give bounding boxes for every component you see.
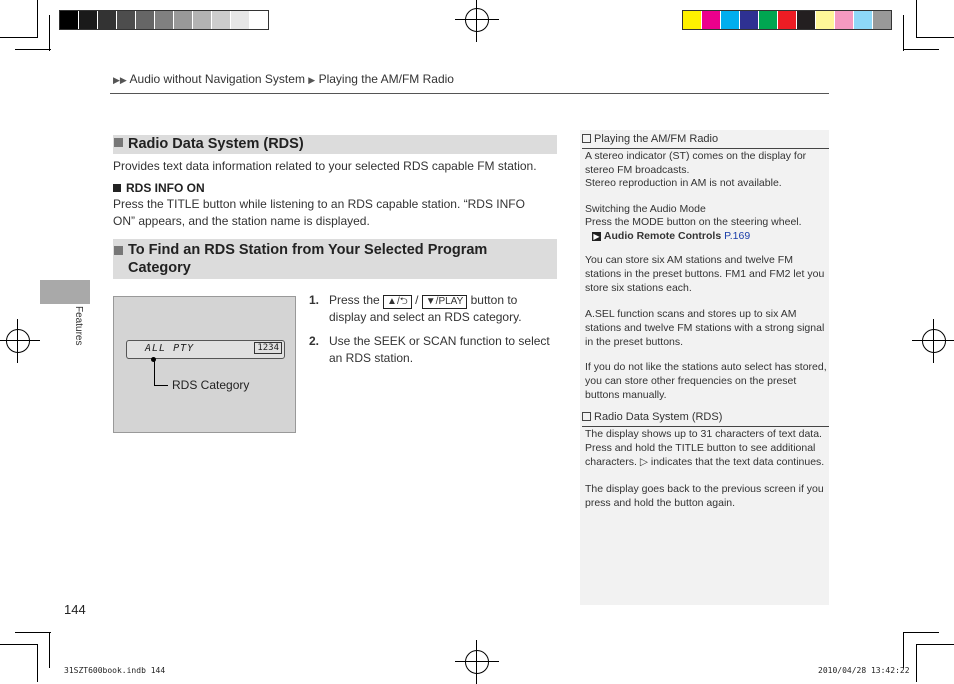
crop-mark <box>15 632 51 633</box>
note-heading-text: Playing the AM/FM Radio <box>594 133 719 145</box>
color-swatch <box>683 11 702 29</box>
color-swatch <box>854 11 873 29</box>
color-swatch <box>231 11 250 29</box>
color-swatch <box>778 11 797 29</box>
color-swatch <box>835 11 854 29</box>
color-swatch <box>155 11 174 29</box>
step-1 <box>309 292 559 309</box>
color-swatch <box>212 11 231 29</box>
footer-timestamp: 2010/04/28 13:42:22 <box>818 666 910 675</box>
cross-reference[interactable] <box>592 229 834 243</box>
subheading-rds-info <box>113 181 205 195</box>
crop-mark <box>903 632 904 668</box>
arrow-icon: ▶ <box>308 75 316 85</box>
color-swatch <box>797 11 816 29</box>
color-swatch <box>740 11 759 29</box>
square-bullet-icon <box>114 138 123 147</box>
step-text: Press the <box>329 293 380 307</box>
callout-label: RDS Category <box>172 378 250 392</box>
link-label: Audio Remote Controls <box>603 230 722 242</box>
crop-mark <box>916 0 917 38</box>
callout-line <box>154 360 155 386</box>
breadcrumb-part1: Audio without Navigation System <box>129 72 305 86</box>
step-number: 2. <box>309 334 320 348</box>
section-title-line2: Category <box>128 260 191 276</box>
crop-mark <box>0 644 38 645</box>
breadcrumb-part2: Playing the AM/FM Radio <box>318 72 454 86</box>
rds-info-text: Press the TITLE button while listening to an RDS capable station. “RDS INFO ON” appears, and the station name is displayed. <box>113 197 525 228</box>
rds-intro: Provides text data information related to your selected RDS capable FM station. <box>113 159 537 173</box>
note-icon <box>582 134 591 143</box>
color-swatch <box>721 11 740 29</box>
square-bullet-icon <box>114 246 123 255</box>
section-title: Radio Data System (RDS) <box>128 136 304 152</box>
subheading-text: RDS INFO ON <box>126 181 205 195</box>
crop-mark <box>37 0 38 38</box>
steps-list <box>309 292 559 367</box>
color-swatch <box>117 11 136 29</box>
crop-mark <box>37 644 38 682</box>
registration-mark <box>918 325 950 357</box>
square-bullet-icon <box>113 184 121 192</box>
page-number: 144 <box>64 602 86 617</box>
color-swatch <box>873 11 891 29</box>
note-p1: A stereo indicator (ST) comes on the display for stereo FM broadcasts. <box>585 150 807 176</box>
note-heading-rds <box>582 411 722 423</box>
step-1-line2: display and select an RDS category. <box>329 310 522 324</box>
color-swatch <box>250 11 268 29</box>
double-arrow-icon: ▶▶ <box>113 75 127 85</box>
audio-display <box>126 340 285 359</box>
section-heading-rds <box>113 135 557 154</box>
note-p3: Switching the Audio Mode <box>585 203 706 215</box>
note-text: indicates that the text data continues. <box>650 456 825 468</box>
chapter-tab <box>40 280 90 304</box>
link-page[interactable]: P.169 <box>724 230 751 242</box>
crop-mark <box>903 632 939 633</box>
footer-file: 31SZT600book.indb 144 <box>64 666 166 675</box>
registration-mark <box>461 4 493 36</box>
crop-mark <box>49 632 50 668</box>
registration-mark <box>461 646 493 678</box>
crop-mark <box>916 644 954 645</box>
crop-mark <box>903 15 904 51</box>
callout-line <box>154 385 168 386</box>
step-2-line2: an RDS station. <box>329 351 414 365</box>
registration-mark <box>2 325 34 357</box>
grayscale-bar <box>59 10 269 30</box>
step-separator: / <box>415 293 419 307</box>
note-p4: Press the MODE button on the steering wheel. <box>585 216 802 228</box>
note-q2: The display goes back to the previous screen if you press and hold the button again. <box>585 483 824 509</box>
step-text: button to <box>470 293 518 307</box>
note-p7: If you do not like the stations auto select has stored, you can store other frequencies on the preset buttons manually. <box>585 361 827 401</box>
note-heading-text: Radio Data System (RDS) <box>594 411 723 423</box>
chapter-label: Features <box>73 306 84 346</box>
header-divider <box>110 93 829 94</box>
color-swatch <box>98 11 117 29</box>
up-back-key: ▲/⮌ <box>383 295 412 309</box>
display-illustration <box>113 296 296 433</box>
crop-mark <box>903 49 939 50</box>
note-heading-am-fm <box>582 133 718 145</box>
down-play-key: ▼/PLAY <box>422 295 468 309</box>
note-p5: You can store six AM stations and twelve FM stations in the preset buttons. FM1 and FM2 let you store six stations each. <box>585 254 825 294</box>
step-number: 1. <box>309 293 320 307</box>
note-text: The display shows up to 31 characters of text data. Press and hold the TITLE button to see additional characters. <box>585 428 822 468</box>
color-swatch <box>79 11 98 29</box>
crop-mark <box>916 644 917 682</box>
breadcrumb <box>113 72 454 86</box>
note-p6: A.SEL function scans and stores up to six AM stations and twelve FM stations with a strong signal in the preset buttons. <box>585 308 825 348</box>
crop-mark <box>0 37 38 38</box>
crop-mark <box>49 15 50 51</box>
color-swatch <box>193 11 212 29</box>
color-swatch <box>759 11 778 29</box>
note-icon <box>582 412 591 421</box>
color-swatch <box>816 11 835 29</box>
step-2 <box>309 333 559 350</box>
continue-triangle-icon: ▷ <box>639 456 648 468</box>
color-swatch <box>702 11 721 29</box>
reference-arrow-icon: ▶ <box>593 231 600 241</box>
section-title-line1: To Find an RDS Station from Your Selected Program <box>128 242 488 258</box>
crop-mark <box>916 37 954 38</box>
section-heading-find <box>113 239 557 279</box>
sidebar-notes <box>580 130 829 605</box>
color-swatch <box>60 11 79 29</box>
step-text: Use the SEEK or SCAN function to select <box>329 334 550 348</box>
color-swatch <box>174 11 193 29</box>
crop-mark <box>15 49 51 50</box>
display-text: ALL PTY <box>145 343 195 354</box>
note-p2: Stereo reproduction in AM is not available. <box>585 177 782 189</box>
color-bar <box>682 10 892 30</box>
note-q1 <box>585 427 827 469</box>
color-swatch <box>136 11 155 29</box>
display-number: 1234 <box>254 342 282 354</box>
